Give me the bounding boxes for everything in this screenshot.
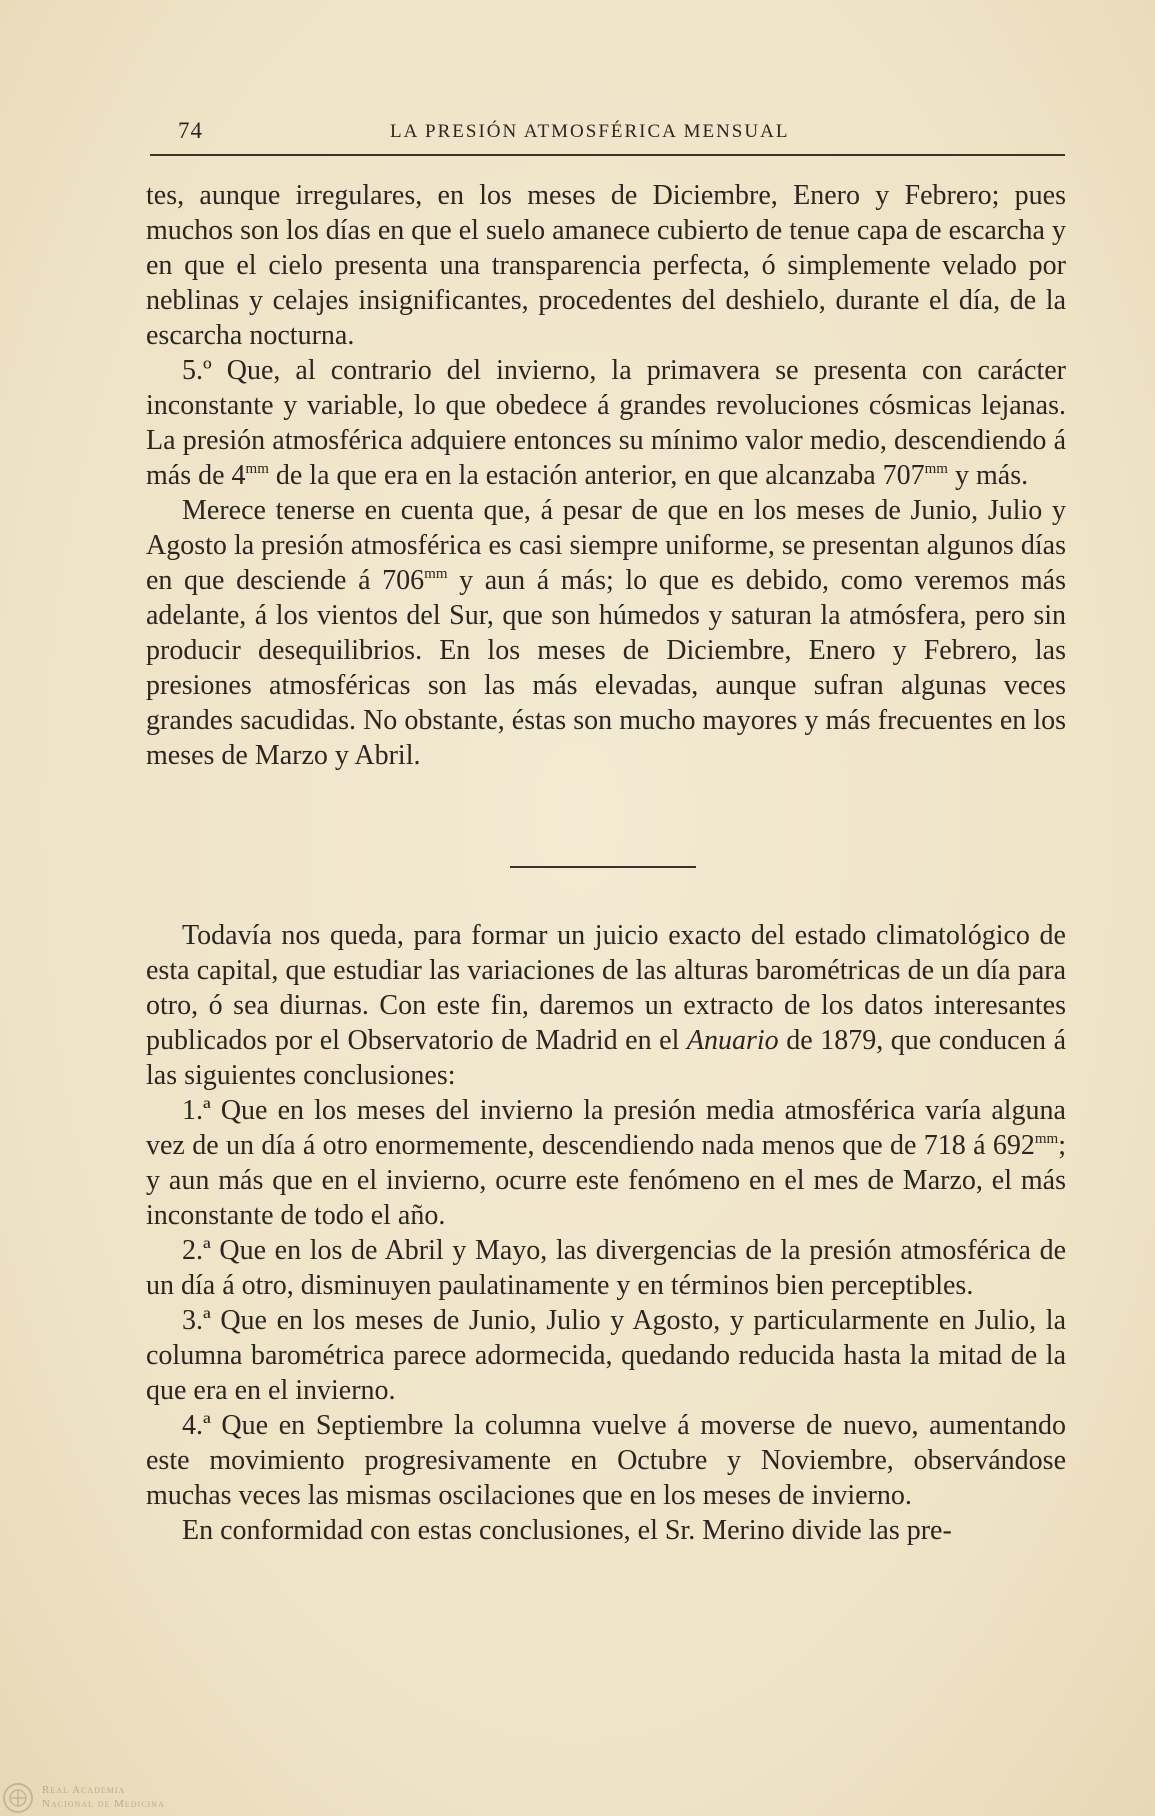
paragraph-text: 1.ª Que en los meses del invierno la presión media atmosférica varía alguna vez de un día á otro enormemente, descendiendo nada menos que de 718 á 692 [146,1095,1066,1161]
body-text-section-1 [146,178,1066,773]
unit-superscript: mm [924,461,948,477]
unit-superscript: mm [1034,1131,1059,1147]
running-title: LA PRESIÓN ATMOSFÉRICA MENSUAL [390,121,790,142]
conclusion-4: 4.ª Que en Septiembre la columna vuelve á moverse de nuevo, aumentando este movimiento progresivamente en Octubre y Noviembre, observándose muchas veces las mismas oscilaciones que en los meses de invierno. [146,1410,1066,1511]
section-separator [510,866,696,868]
paragraph-text: Merece tenerse en cuenta que, á pesar de que en los meses de Junio, Julio y Agosto la presión atmosférica es casi siempre uniforme, se presentan algunos días en que desciende á 706 [146,495,1066,596]
unit-superscript: mm [424,566,448,582]
header-rule [150,154,1065,156]
seal-icon [2,1782,34,1814]
paragraph-continuation [146,178,1066,353]
paragraph-text: y más. [947,460,1029,491]
conclusion-3: 3.ª Que en los meses de Junio, Julio y Agosto, y particularmente en Julio, la columna barométrica parece adormecida, quedando reducida hasta la mitad de la que era en el invierno. [146,1305,1066,1406]
paragraph-seasonal-note [146,493,1066,773]
paragraph-text: ; y aun más que en el invierno, ocurre este fenómeno en el mes de Marzo, el más inconstante de todo el año. [146,1130,1066,1231]
paragraph-point-5 [146,353,1066,493]
italic-title: Anuario [686,1025,779,1056]
paragraph-text: de la que era en la estación anterior, en que alcanzaba 707 [268,460,925,491]
paragraph-text: de 1879, que conducen á las siguientes conclusiones: [146,1025,1066,1091]
stamp-line-1: Real Academia [42,1784,126,1796]
paragraph-intro [146,918,1066,1093]
stamp-line-2: Nacional de Medicina [42,1798,165,1810]
body-text-section-2 [146,918,1066,1548]
running-header [150,118,1065,148]
paragraph-text: Todavía nos queda, para formar un juicio exacto del estado climatológico de esta capital, que estudiar las variaciones de las alturas barométricas de un día para otro, ó sea diurnas. Con este fin, daremos un extracto de los datos interesantes publicados por el Observatorio de Madrid en el [146,920,1066,1056]
paragraph-closing: En conformidad con estas conclusiones, el Sr. Merino divide las pre- [182,1515,952,1546]
page-number: 74 [178,118,203,143]
conclusion-1 [146,1093,1066,1233]
paragraph-text: tes, aunque irregulares, en los meses de Diciembre, Enero y Febrero; pues muchos son los días en que el suelo amanece cubierto de tenue capa de escarcha y en que el cielo presenta una transparencia perfecta, ó simplemente velado por neblinas y celajes insignificantes, procedentes del deshielo, durante el día, de la escarcha nocturna. [146,180,1066,351]
conclusion-2: 2.ª Que en los de Abril y Mayo, las divergencias de la presión atmosférica de un día á otro, disminuyen paulatinamente y en términos bien perceptibles. [146,1235,1066,1301]
library-watermark [0,1780,260,1816]
unit-superscript: mm [245,461,269,477]
paragraph-text: 5.º Que, al contrario del invierno, la primavera se presenta con carácter inconstante y variable, lo que obedece á grandes revoluciones cósmicas lejanas. La presión atmosférica adquiere entonces su mínimo valor medio, descendiendo á más de 4 [146,355,1066,491]
paragraph-text: y aun á más; lo que es debido, como veremos más adelante, á los vientos del Sur, que son húmedos y saturan la atmósfera, pero sin producir desequilibrios. En los meses de Diciembre, Enero y Febrero, las presiones atmosféricas son las más elevadas, aunque sufran algunas veces grandes sacudidas. No obstante, éstas son mucho mayores y más frecuentes en los meses de Marzo y Abril. [146,565,1066,771]
